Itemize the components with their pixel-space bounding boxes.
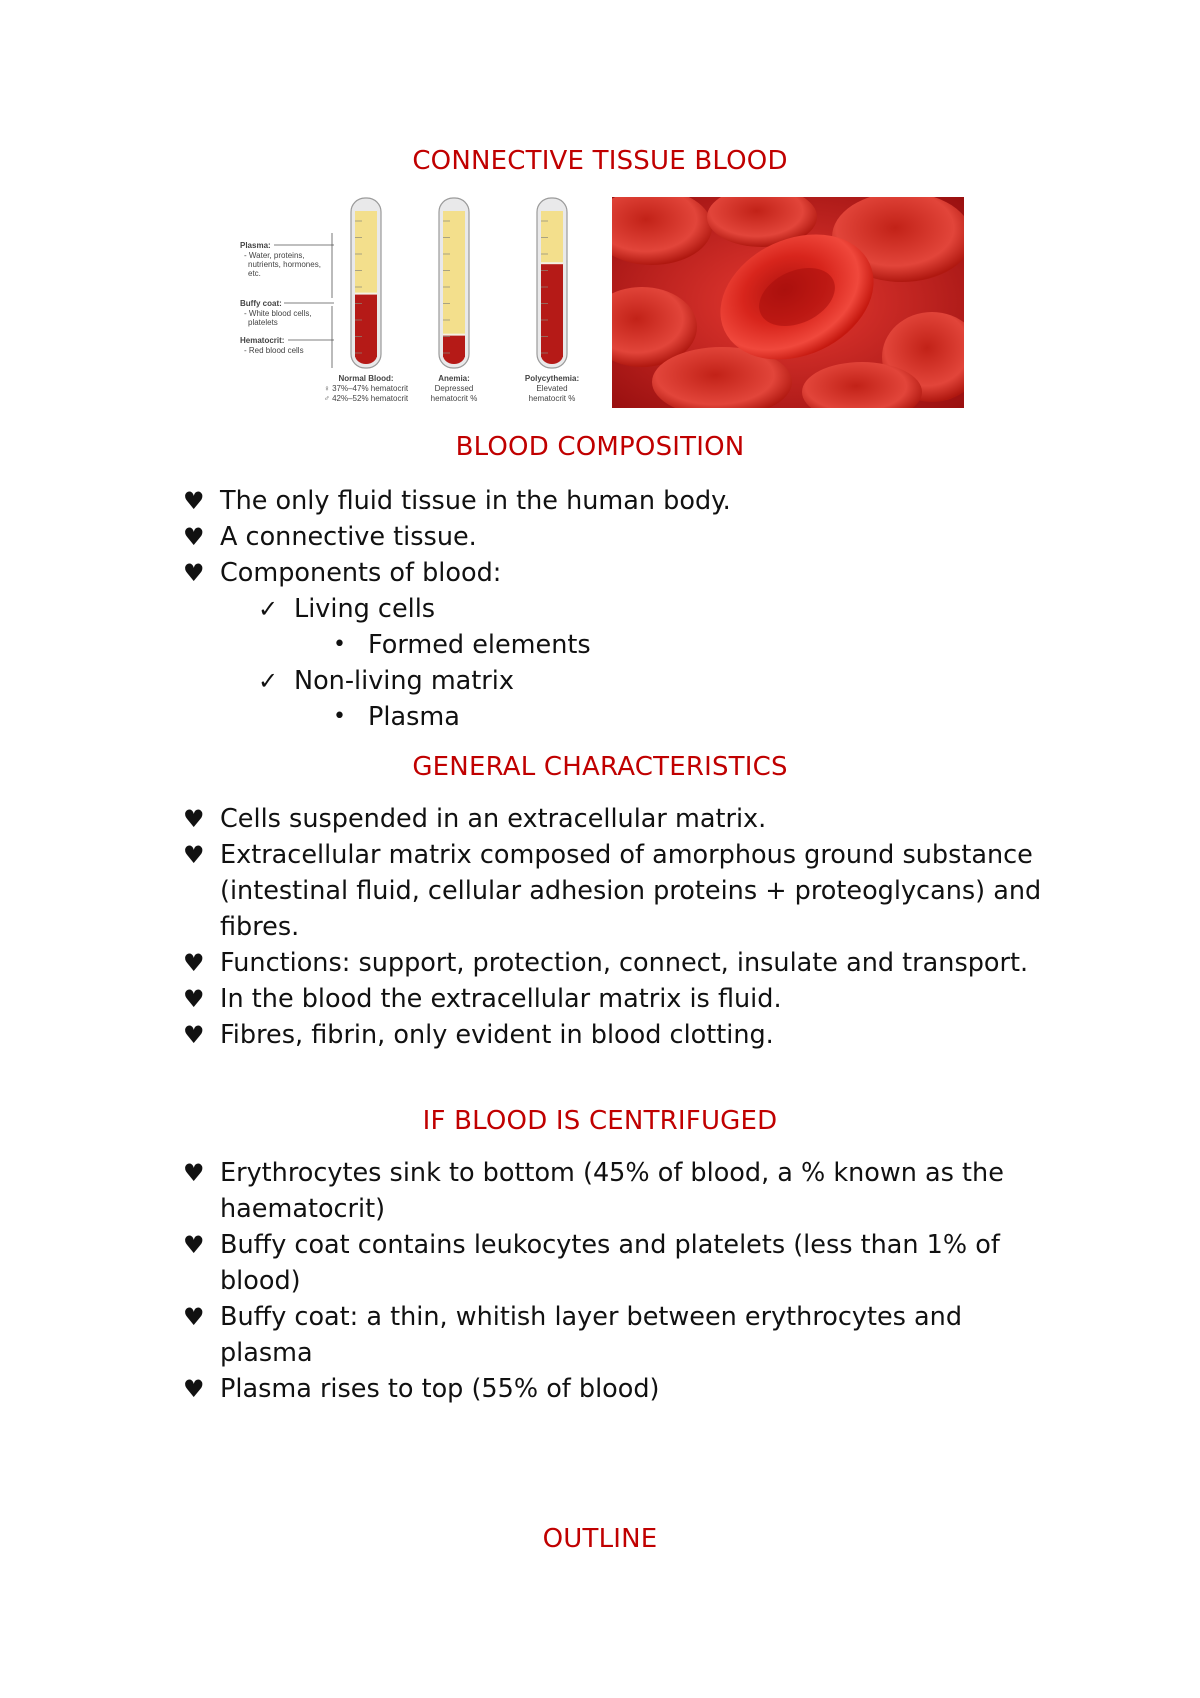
tube-caption-title: Anemia: [438, 374, 470, 383]
plasma-layer [355, 211, 377, 295]
hematocrit-label: Hematocrit: [240, 336, 285, 345]
heart-bullet-icon: ♥ [183, 1159, 205, 1187]
tube-caption-line: hematocrit % [528, 394, 576, 403]
tube-caption-line: ♀ 37%–47% hematocrit [323, 384, 409, 393]
buffy-label: Buffy coat: [240, 299, 282, 308]
list-item: ♥ Buffy coat contains leukocytes and platelets (less than 1% of blood) [0, 1227, 1050, 1299]
hematocrit-tubes-figure [236, 193, 596, 413]
buffy-desc-1: - White blood cells, [244, 309, 312, 318]
tube-caption-line: Depressed [434, 384, 474, 393]
list-item: ♥ Erythrocytes sink to bottom (45% of blood, a % known as the haematocrit) [0, 1155, 1050, 1227]
page-title: CONNECTIVE TISSUE BLOOD [412, 146, 788, 176]
plasma-desc-2: nutrients, hormones, [248, 260, 321, 269]
tube-caption-line: ♂ 42%–52% hematocrit [323, 394, 409, 403]
tube-caption-title: Normal Blood: [338, 374, 394, 383]
heart-bullet-icon: ♥ [183, 523, 205, 551]
list-item: ♥ Extracellular matrix composed of amorphous ground substance (intestinal fluid, cellular adhesion proteins + proteoglycans) and fibres. [0, 837, 1050, 945]
tube-caption-line: hematocrit % [430, 394, 478, 403]
list-item: ♥ In the blood the extracellular matrix is fluid. [0, 981, 1050, 1017]
plasma-layer [443, 211, 465, 336]
tube-caption-title: Polycythemia: [524, 374, 580, 383]
centrifuged-heading: IF BLOOD IS CENTRIFUGED [422, 1106, 778, 1136]
components-sublist [220, 591, 1050, 735]
tube-caption-line: Elevated [536, 384, 568, 393]
heart-bullet-icon: ♥ [183, 487, 205, 515]
heart-bullet-icon: ♥ [183, 1021, 205, 1049]
sub-list-item: ✓ Non-living matrix • Plasma [220, 663, 1050, 735]
heart-bullet-icon: ♥ [183, 985, 205, 1013]
list-item: ♥ Components of blood: ✓ Living cells • Formed elements ✓ Non-living matrix • Plasma [0, 555, 1050, 735]
characteristics-heading: GENERAL CHARACTERISTICS [412, 752, 788, 782]
red-blood-cells-image [612, 197, 964, 408]
dot-bullet-icon: • [333, 632, 346, 657]
plasma-desc-1: - Water, proteins, [244, 251, 305, 260]
dot-bullet-icon: • [333, 704, 346, 729]
heart-bullet-icon: ♥ [183, 949, 205, 977]
plasma-label: Plasma: [240, 241, 271, 250]
sub-sub-list-item: • Plasma [294, 699, 1050, 735]
centrifuged-list [0, 1155, 1050, 1407]
hematocrit-desc-1: - Red blood cells [244, 346, 304, 355]
list-item: ♥ The only fluid tissue in the human body. [0, 483, 1050, 519]
red-cell-layer [541, 264, 563, 357]
sub-sub-list-item: • Formed elements [294, 627, 1050, 663]
sub-list-item: ✓ Living cells • Formed elements [220, 591, 1050, 663]
list-item: ♥ Plasma rises to top (55% of blood) [0, 1371, 1050, 1407]
list-item: ♥ A connective tissue. [0, 519, 1050, 555]
tube-captions [324, 374, 579, 403]
buffy-desc-2: platelets [248, 318, 278, 327]
outline-heading: OUTLINE [542, 1524, 658, 1554]
tubes-group [351, 198, 567, 368]
list-item: ♥ Cells suspended in an extracellular matrix. [0, 801, 1050, 837]
composition-heading: BLOOD COMPOSITION [455, 432, 745, 462]
heart-bullet-icon: ♥ [183, 559, 205, 587]
heart-bullet-icon: ♥ [183, 841, 205, 869]
plasma-desc-3: etc. [248, 269, 261, 278]
list-item: ♥ Fibres, fibrin, only evident in blood clotting. [0, 1017, 1050, 1053]
list-item: ♥ Buffy coat: a thin, whitish layer between erythrocytes and plasma [0, 1299, 1050, 1371]
heart-bullet-icon: ♥ [183, 1231, 205, 1259]
list-item: ♥ Functions: support, protection, connect, insulate and transport. [0, 945, 1050, 981]
checkmark-icon: ✓ [258, 667, 279, 695]
heart-bullet-icon: ♥ [183, 805, 205, 833]
heart-bullet-icon: ♥ [183, 1375, 205, 1403]
checkmark-icon: ✓ [258, 595, 279, 623]
characteristics-list [0, 801, 1050, 1053]
composition-list [0, 483, 1050, 735]
heart-bullet-icon: ♥ [183, 1303, 205, 1331]
